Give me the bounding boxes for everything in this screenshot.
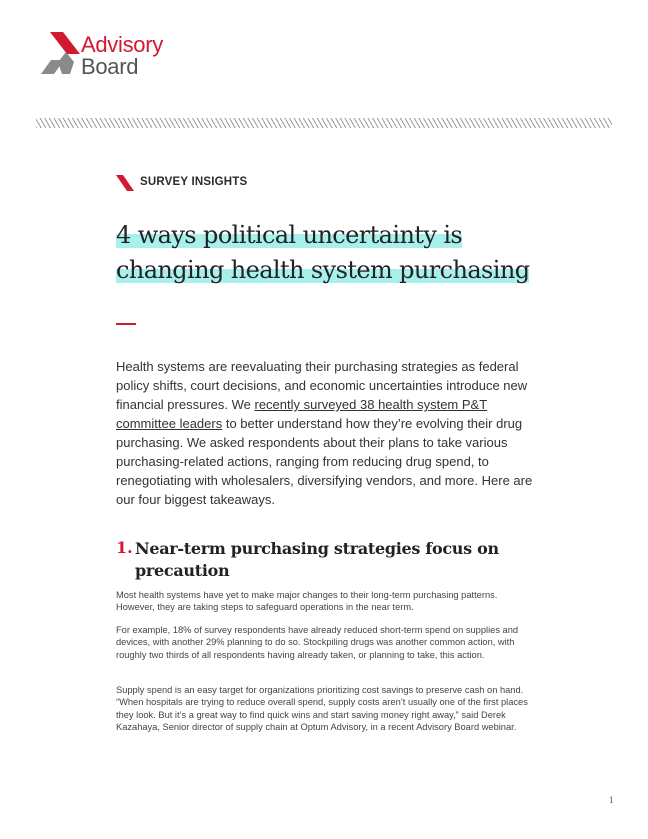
body-paragraph-1: Most health systems have yet to make major changes to their long-term purchasing patterns. However, they are taking steps to safeguard operations in the near term. bbox=[116, 590, 498, 613]
page-title bbox=[116, 218, 596, 288]
eyebrow-label: SURVEY INSIGHTS bbox=[140, 176, 248, 188]
title-line-2: changing health system purchasing bbox=[116, 256, 530, 284]
intro-text-before: Health systems are reevaluating their purchasing strategies as federal policy shifts, court decisions, and economic uncertainties introduce new financial pressures. We bbox=[116, 359, 528, 412]
logo-wordmark bbox=[81, 34, 163, 78]
page-number: 1 bbox=[608, 796, 614, 805]
body-paragraph-3: Supply spend is an easy target for organizations prioritizing cost savings to preserve cash on hand. “When hospitals are trying to reduce overall spend, supply costs aren’t usually one of the first places they look. But it’s a great way to find quick wins and start saving money right away,” said Derek Kazahaya, Senior director of supply chain at Optum Advisory, in a recent Advisory Board webinar. bbox=[116, 685, 528, 732]
advisory-board-logo bbox=[36, 32, 196, 80]
intro-paragraph bbox=[116, 357, 536, 509]
section-number: 1. bbox=[116, 538, 133, 557]
accent-rule bbox=[116, 323, 136, 325]
logo-word-board: Board bbox=[81, 54, 139, 79]
slash-mark-icon bbox=[116, 175, 134, 191]
survey-link[interactable]: recently surveyed 38 health system P&T committee leaders bbox=[116, 397, 488, 431]
body-paragraph-2: For example, 18% of survey respondents have already reduced short-term spend on supplies and devices, with another 29% planning to do so. Stockpiling drugs was another common action, with roughly two thirds of all respondents having already taken, or planning to take, this action. bbox=[116, 625, 519, 660]
logo-mark-icon bbox=[36, 32, 80, 74]
section-title: Near-term purchasing strategies focus on precaution bbox=[135, 539, 499, 580]
logo-word-advisory: Advisory bbox=[81, 32, 163, 57]
title-line-1: 4 ways political uncertainty is bbox=[116, 221, 463, 249]
hatched-divider bbox=[36, 118, 612, 128]
intro-text-after: to better understand how they’re evolving their drug purchasing. We asked respondents about their plans to take various purchasing-related actions, ranging from reducing drug spend, to renegotiating with wholesalers, diversifying vendors, and more. Here are our four biggest takeaways. bbox=[116, 416, 533, 507]
